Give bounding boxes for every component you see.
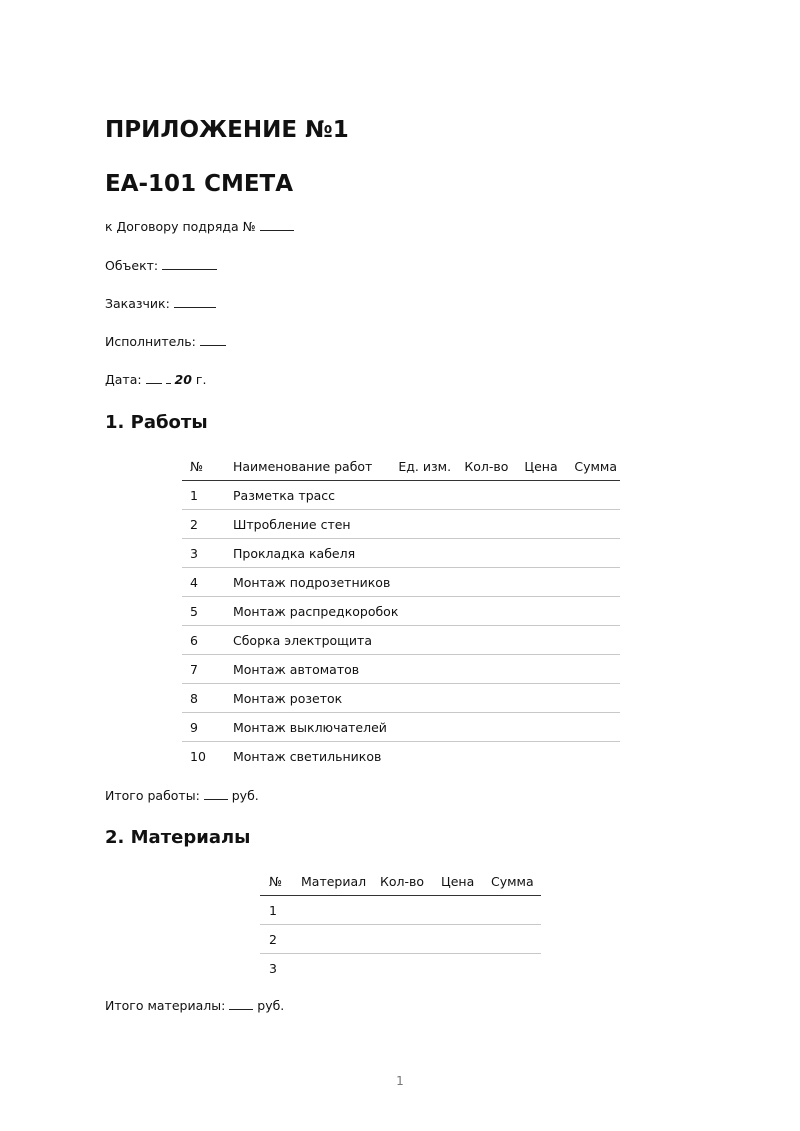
works-table-header — [182, 452, 620, 481]
materials-table — [260, 867, 541, 982]
table-row — [182, 713, 620, 742]
contractor-blank — [200, 334, 226, 346]
quantity-cell — [380, 925, 441, 954]
contract-label: к Договору подряда № — [105, 219, 260, 234]
quantity-cell — [464, 626, 524, 655]
price-cell — [524, 510, 574, 539]
price-cell — [524, 568, 574, 597]
column-header-sum: Сумма — [491, 867, 541, 896]
column-header-quantity: Кол-во — [380, 867, 441, 896]
object-blank — [162, 258, 217, 270]
unit-cell — [398, 684, 464, 713]
column-header-quantity: Кол-во — [464, 452, 524, 481]
price-cell — [524, 655, 574, 684]
quantity-cell — [464, 510, 524, 539]
unit-cell — [398, 597, 464, 626]
customer-label: Заказчик: — [105, 296, 174, 311]
row-number: 2 — [260, 925, 301, 954]
quantity-cell — [464, 742, 524, 771]
row-number: 3 — [182, 539, 233, 568]
object-label: Объект: — [105, 258, 163, 273]
row-number: 6 — [182, 626, 233, 655]
date-label: Дата: — [105, 372, 146, 387]
price-cell — [524, 481, 574, 510]
price-cell — [524, 539, 574, 568]
quantity-cell — [464, 597, 524, 626]
column-header-unit: Ед. изм. — [398, 452, 464, 481]
column-header-material: Материал — [301, 867, 380, 896]
table-row — [182, 684, 620, 713]
sum-cell — [574, 684, 620, 713]
table-row — [182, 510, 620, 539]
column-header-number: № — [182, 452, 233, 481]
work-name: Сборка электрощита — [233, 626, 398, 655]
price-cell — [441, 925, 491, 954]
column-header-sum: Сумма — [574, 452, 620, 481]
sum-cell — [491, 896, 541, 925]
price-cell — [524, 713, 574, 742]
work-name: Монтаж выключателей — [233, 713, 398, 742]
price-cell — [524, 626, 574, 655]
column-header-price: Цена — [524, 452, 574, 481]
row-number: 2 — [182, 510, 233, 539]
works-table — [182, 452, 620, 770]
column-header-price: Цена — [441, 867, 491, 896]
work-name: Монтаж распредкоробок — [233, 597, 398, 626]
row-number: 9 — [182, 713, 233, 742]
row-number: 5 — [182, 597, 233, 626]
appendix-title: ПРИЛОЖЕНИЕ №1 — [105, 117, 349, 143]
work-name: Штробление стен — [233, 510, 398, 539]
unit-cell — [398, 626, 464, 655]
sum-cell — [491, 925, 541, 954]
contractor-field — [105, 334, 226, 349]
sum-cell — [574, 510, 620, 539]
materials-total-label: Итого материалы: — [105, 998, 230, 1013]
materials-total-unit: руб. — [253, 998, 285, 1013]
estimate-title: EA-101 СМЕТА — [105, 171, 294, 197]
quantity-cell — [464, 655, 524, 684]
page-number: 1 — [396, 1074, 404, 1088]
table-row — [182, 481, 620, 510]
date-year: 20 — [174, 372, 192, 387]
sum-cell — [574, 568, 620, 597]
material-cell — [301, 954, 380, 983]
unit-cell — [398, 742, 464, 771]
column-header-work-name: Наименование работ — [233, 452, 398, 481]
price-cell — [524, 742, 574, 771]
work-name: Монтаж автоматов — [233, 655, 398, 684]
works-total — [105, 788, 259, 803]
quantity-cell — [464, 684, 524, 713]
quantity-cell — [464, 713, 524, 742]
date-suffix: г. — [191, 372, 207, 387]
table-row — [182, 626, 620, 655]
row-number: 7 — [182, 655, 233, 684]
materials-total — [105, 998, 284, 1013]
price-cell — [524, 684, 574, 713]
column-header-number: № — [260, 867, 301, 896]
material-cell — [301, 925, 380, 954]
price-cell — [441, 896, 491, 925]
materials-heading: 2. Материалы — [105, 827, 251, 848]
works-total-label: Итого работы: — [105, 788, 204, 803]
works-total-blank — [204, 788, 228, 800]
sum-cell — [574, 742, 620, 771]
work-name: Монтаж подрозетников — [233, 568, 398, 597]
materials-table-header — [260, 867, 541, 896]
object-field — [105, 258, 217, 273]
materials-total-blank — [229, 998, 253, 1010]
sum-cell — [574, 597, 620, 626]
sum-cell — [574, 626, 620, 655]
quantity-cell — [380, 954, 441, 983]
date-month-blank — [166, 372, 171, 384]
row-number: 3 — [269, 960, 277, 976]
row-number: 10 — [190, 748, 206, 764]
unit-cell — [398, 713, 464, 742]
works-heading: 1. Работы — [105, 412, 208, 433]
work-name: Прокладка кабеля — [233, 539, 398, 568]
quantity-cell — [464, 568, 524, 597]
date-day-blank — [146, 372, 162, 384]
customer-field — [105, 296, 216, 311]
sum-cell — [574, 655, 620, 684]
row-number: 4 — [182, 568, 233, 597]
table-row — [260, 896, 541, 925]
table-row — [182, 742, 620, 771]
work-name: Разметка трасс — [233, 481, 398, 510]
contract-number-blank — [260, 219, 294, 231]
table-row — [182, 597, 620, 626]
quantity-cell — [464, 481, 524, 510]
table-row — [260, 925, 541, 954]
row-number: 8 — [182, 684, 233, 713]
work-name: Монтаж светильников — [233, 748, 382, 764]
works-total-unit: руб. — [227, 788, 259, 803]
customer-blank — [174, 296, 216, 308]
work-name: Монтаж розеток — [233, 684, 398, 713]
unit-cell — [398, 568, 464, 597]
material-cell — [301, 896, 380, 925]
table-row — [182, 568, 620, 597]
table-row — [182, 655, 620, 684]
price-cell — [441, 954, 491, 983]
unit-cell — [398, 539, 464, 568]
sum-cell — [574, 713, 620, 742]
quantity-cell — [380, 896, 441, 925]
price-cell — [524, 597, 574, 626]
sum-cell — [491, 954, 541, 983]
unit-cell — [398, 655, 464, 684]
table-row — [182, 539, 620, 568]
contractor-label: Исполнитель: — [105, 334, 200, 349]
unit-cell — [398, 510, 464, 539]
row-number: 1 — [260, 896, 301, 925]
row-number: 1 — [182, 481, 233, 510]
quantity-cell — [464, 539, 524, 568]
table-row — [260, 954, 541, 983]
date-field — [105, 372, 206, 387]
sum-cell — [574, 539, 620, 568]
unit-cell — [398, 481, 464, 510]
sum-cell — [574, 481, 620, 510]
contract-field — [105, 219, 294, 234]
